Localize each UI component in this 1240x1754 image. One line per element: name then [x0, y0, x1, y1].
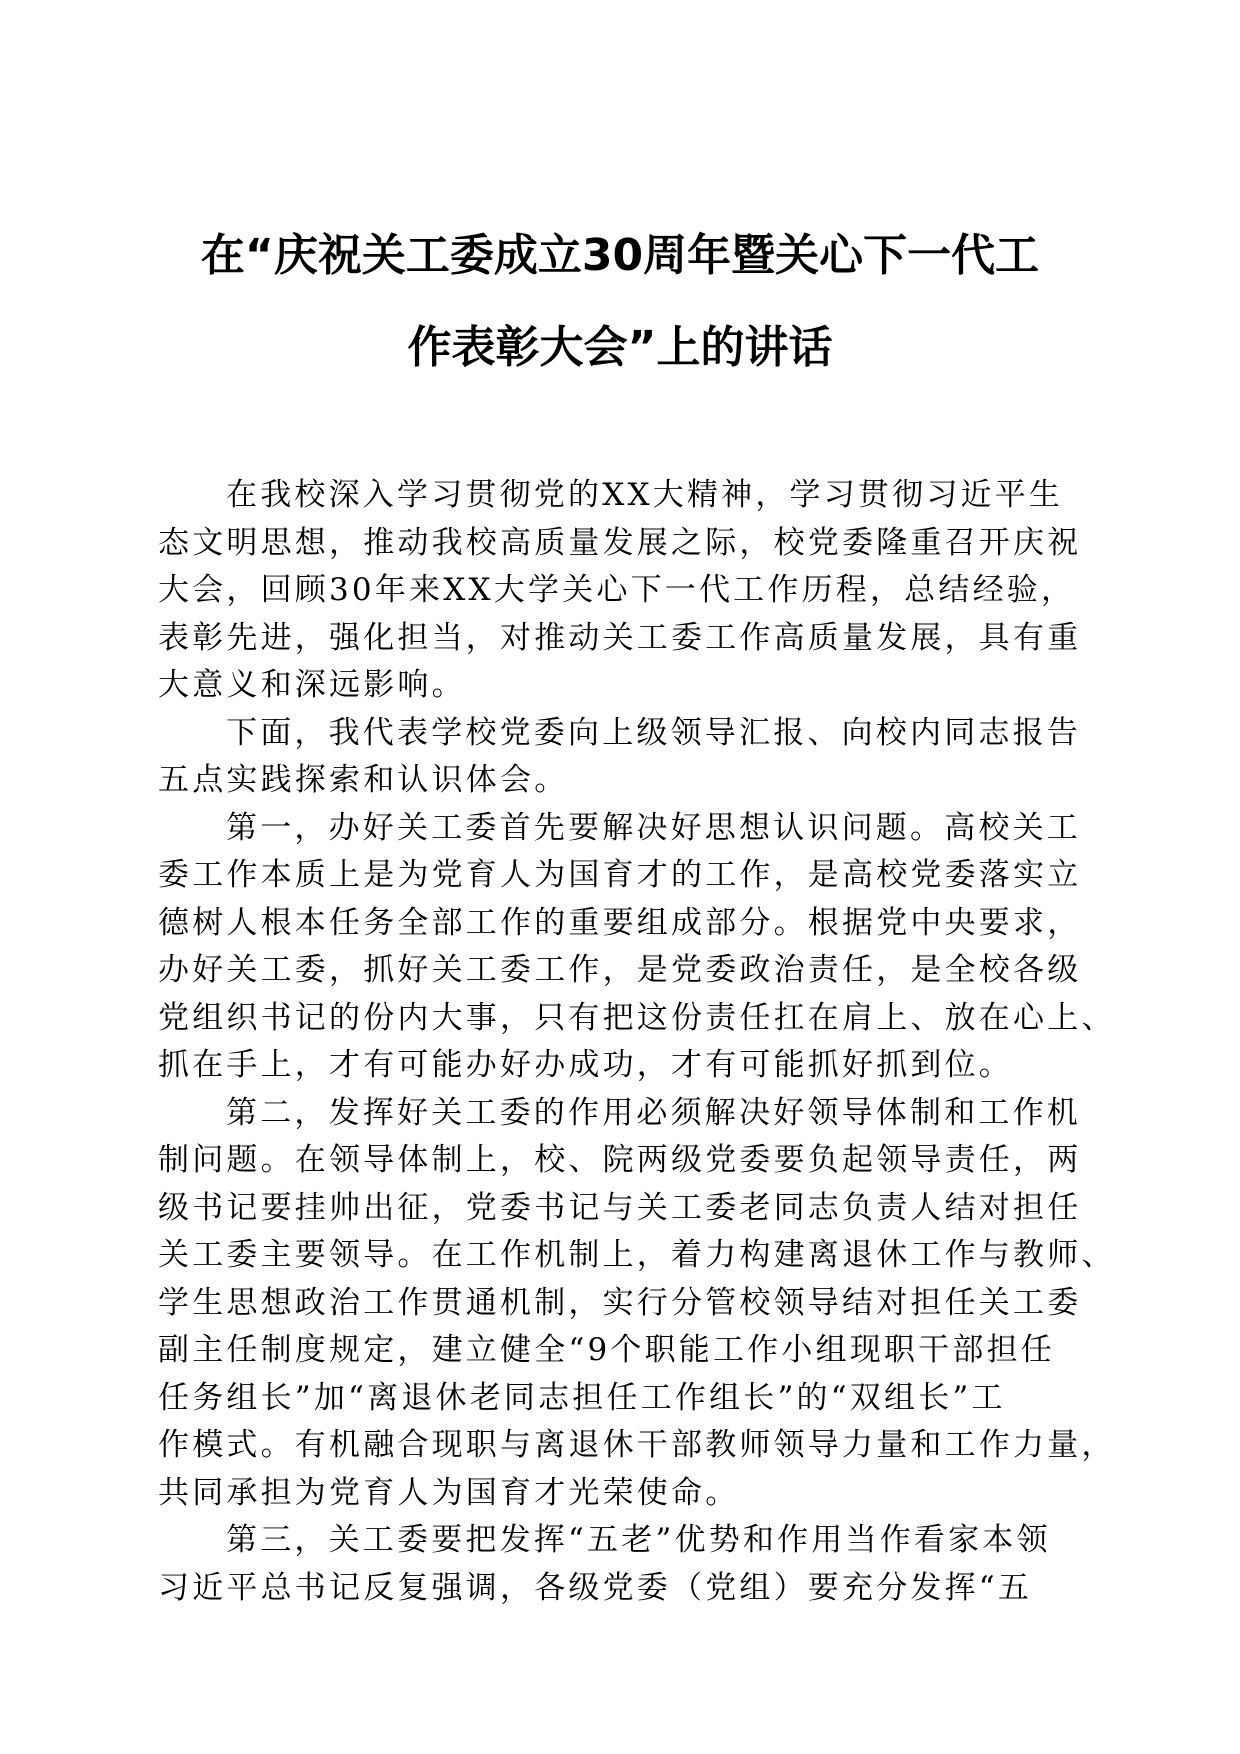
paragraph-line: 五点实践探索和认识体会。	[158, 762, 569, 798]
paragraph-line: 第三，关工委要把发挥“五老”优势和作用当作看家本领	[226, 1522, 1051, 1558]
paragraph-line: 任务组长”加“离退休老同志担任工作组长”的“双组长”工	[158, 1379, 1006, 1416]
paragraph-line: 学生思想政治工作贯通机制，实行分管校领导结对担任关工委	[158, 1284, 1082, 1321]
paragraph-line: 表彰先进，强化担当，对推动关工委工作高质量发展，具有重	[158, 619, 1082, 656]
paragraph-line: 共同承担为党育人为国育才光荣使命。	[158, 1474, 740, 1511]
paragraph-line: 习近平总书记反复强调，各级党委（党组）要充分发挥“五	[158, 1569, 1033, 1606]
paragraph-line: 大意义和深远影响。	[158, 667, 466, 703]
paragraph-line: 抓在手上，才有可能办好办成功，才有可能抓好抓到位。	[158, 1047, 1013, 1083]
paragraph-line: 第一，办好关工委首先要解决好思想认识问题。高校关工	[226, 809, 1081, 846]
paragraph-line: 关工委主要领导。在工作机制上，着力构建离退休工作与教师、	[158, 1237, 1116, 1273]
paragraph-line: 在我校深入学习贯彻党的XX大精神，学习贯彻习近平生	[226, 477, 1064, 513]
title-line-1: 在“庆祝关工委成立30周年暨关心下一代工	[200, 230, 1040, 281]
document-title	[150, 210, 1090, 394]
speech-body	[158, 472, 1116, 1612]
title-line-2: 作表彰大会”上的讲话	[407, 322, 833, 373]
paragraph-line: 第二，发挥好关工委的作用必须解决好领导体制和工作机	[226, 1094, 1081, 1131]
paragraph-line: 下面，我代表学校党委向上级领导汇报、向校内同志报告	[226, 714, 1081, 751]
paragraph-line: 委工作本质上是为党育人为国育才的工作，是高校党委落实立	[158, 857, 1082, 893]
paragraph-line: 德树人根本任务全部工作的重要组成部分。根据党中央要求，	[158, 904, 1082, 941]
paragraph-line: 大会，回顾30年来XX大学关心下一代工作历程，总结经验，	[158, 572, 1076, 608]
paragraph-line: 办好关工委，抓好关工委工作，是党委政治责任，是全校各级	[158, 952, 1082, 988]
paragraph-line: 作模式。有机融合现职与离退休干部教师领导力量和工作力量，	[158, 1427, 1116, 1463]
paragraph-line: 态文明思想，推动我校高质量发展之际，校党委隆重召开庆祝	[158, 524, 1082, 561]
paragraph-line: 级书记要挂帅出征，党委书记与关工委老同志负责人结对担任	[158, 1189, 1082, 1226]
paragraph-line: 制问题。在领导体制上，校、院两级党委要负起领导责任，两	[158, 1142, 1082, 1178]
paragraph-line: 党组织书记的份内大事，只有把这份责任扛在肩上、放在心上、	[158, 999, 1116, 1036]
paragraph-line: 副主任制度规定，建立健全“9个职能工作小组现职干部担任	[158, 1332, 1055, 1368]
